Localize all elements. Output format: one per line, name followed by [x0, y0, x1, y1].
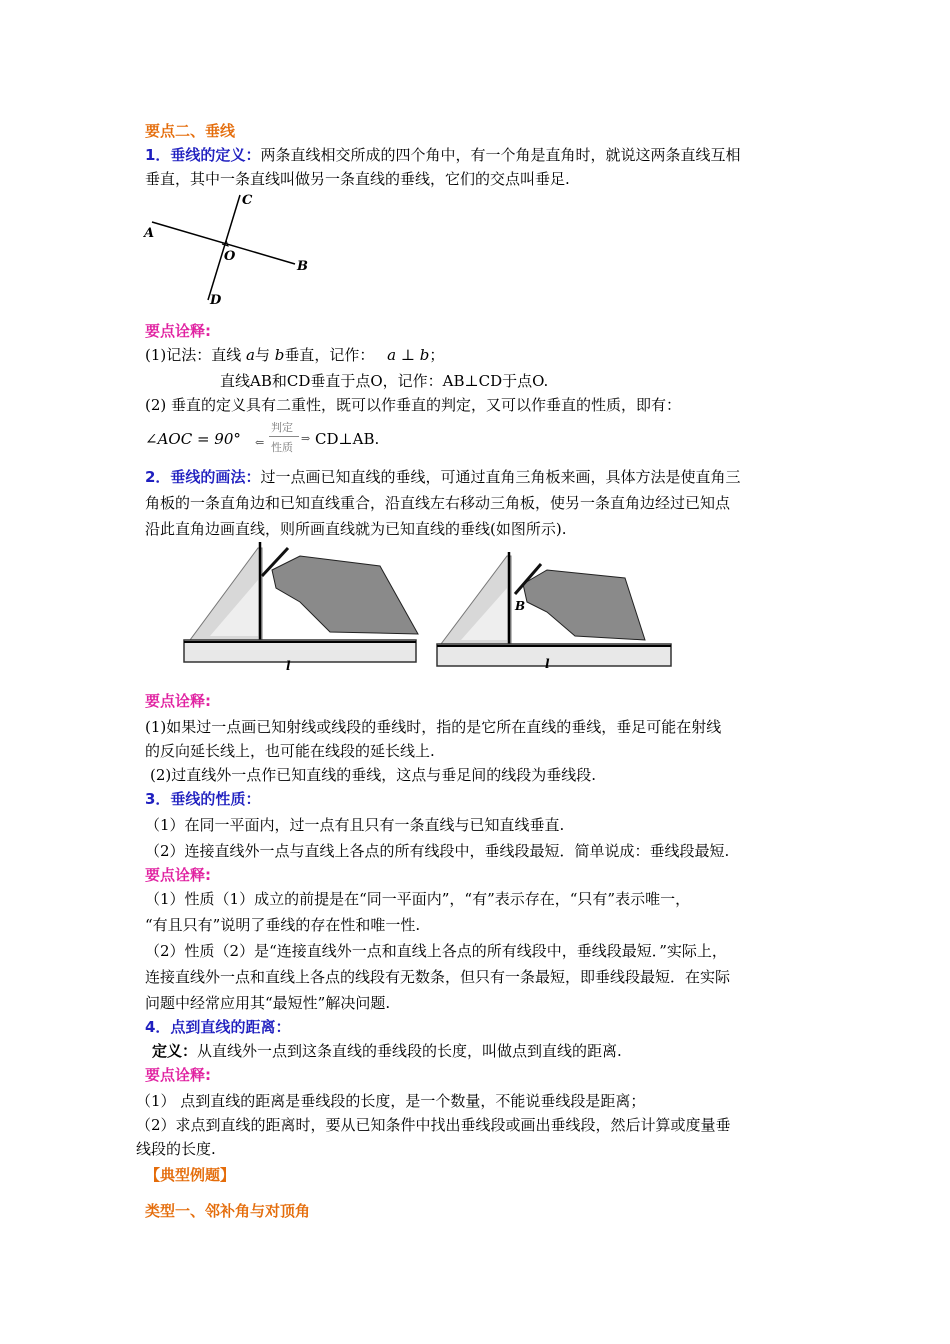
right-arrow-icon: ⇒ [301, 432, 311, 445]
line-label-right: l [545, 657, 550, 671]
note3-line2: “有且只有”说明了垂线的存在性和唯一性. [145, 916, 421, 934]
label-o: O [224, 249, 236, 264]
duality-line: (2) 垂直的定义具有二重性，既可以作垂直的判定，又可以作垂直的性质，即有： [145, 396, 682, 414]
note4-line1: （1） 点到直线的距离是垂线段的长度，是一个数量，不能说垂线段是距离； [136, 1092, 646, 1110]
triangle-ruler-drawing-left [180, 540, 420, 672]
var-b: b [274, 346, 285, 364]
notation-prefix: (1)记法：直线 [145, 346, 247, 364]
triangle-ruler-drawing-right [435, 548, 675, 672]
type1-heading: 类型一、邻补角与对顶角 [145, 1202, 311, 1220]
note3-line5: 问题中经常应用其“最短性”解决问题. [145, 994, 391, 1012]
distance-heading: 4．点到直线的距离： [145, 1018, 291, 1036]
note-heading-2: 要点诠释: [145, 692, 211, 710]
line-label-left: l [286, 659, 291, 672]
var-a: a [246, 346, 255, 364]
note2-line1: (1)如果过一点画已知射线或线段的垂线时，指的是它所在直线的垂线，垂足可能在射线 [145, 718, 722, 736]
section-title: 要点二、垂线 [145, 122, 236, 140]
point-b-label: B [515, 599, 526, 613]
drawing-text-line1: 过一点画已知直线的垂线，可通过直角三角板来画，具体方法是使直角三 [260, 468, 741, 486]
definition-content: 从直线外一点到这条直线的垂线段的长度，叫做点到直线的距离. [197, 1042, 622, 1060]
notation-suffix: 垂直，记作： [284, 346, 375, 364]
double-arrow-line [269, 436, 299, 437]
property-line2: （2）连接直线外一点与直线上各点的所有线段中，垂线段最短．简单说成：垂线段最短. [145, 842, 730, 860]
left-arrow-icon: ⇐ [255, 436, 265, 449]
drawing-heading: 2．垂线的画法： [145, 468, 261, 486]
note-heading: 要点诠释: [145, 322, 211, 340]
ruler-right [437, 644, 671, 666]
hand-left [272, 556, 418, 634]
label-d: D [210, 293, 222, 308]
notation-mid: 与 [254, 346, 275, 364]
label-b: B [297, 259, 308, 274]
property-heading: 3．垂线的性质： [145, 790, 261, 808]
distance-definition [152, 1042, 622, 1060]
definition-heading: 1．垂线的定义： [145, 146, 261, 164]
label-a: A [144, 226, 155, 241]
judge-label: 判定 [271, 421, 293, 434]
examples-heading: 【典型例题】 [145, 1166, 236, 1184]
note3-line3: （2）性质（2）是“连接直线外一点和直线上各点的所有线段中，垂线段最短．”实际上， [145, 942, 727, 960]
note4-line2: （2）求点到直线的距离时，要从已知条件中找出垂线段或画出垂线段，然后计算或度量垂 [136, 1116, 731, 1134]
ruler-left [184, 640, 416, 662]
perpendicular-lines-figure [140, 190, 320, 310]
note2-line3: (2)过直线外一点作已知直线的垂线，这点与垂足间的线段为垂线段. [150, 766, 597, 784]
drawing-paragraph-line1 [145, 468, 740, 486]
property-line1: （1）在同一平面内，过一点有且只有一条直线与已知直线垂直. [145, 816, 565, 834]
definition-label: 定义： [152, 1042, 198, 1060]
property-label: 性质 [271, 441, 293, 454]
drawing-text-line2: 角板的一条直角边和已知直线重合，沿直线左右移动三角板，使另一条直角边经过已知点 [145, 494, 731, 512]
cd-perp-ab: CD⊥AB. [315, 430, 380, 448]
line-cd [208, 195, 240, 300]
notation-line1 [145, 346, 444, 364]
notation-line2: 直线AB和CD垂直于点O，记作：AB⊥CD于点O. [220, 372, 549, 390]
label-c: C [242, 193, 253, 208]
definition-paragraph-line1 [145, 146, 740, 164]
definition-text-line1: 两条直线相交所成的四个角中，有一个角是直角时，就说这两条直线互相 [260, 146, 741, 164]
note3-line1: （1）性质（1）成立的前提是在“同一平面内”，“有”表示存在，“只有”表示唯一， [145, 890, 691, 908]
hand-right [523, 570, 645, 640]
note2-line2: 的反向延长线上，也可能在线段的延长线上. [145, 742, 435, 760]
definition-text-line2: 垂直，其中一条直线叫做另一条直线的垂线，它们的交点叫垂足. [145, 170, 570, 188]
note4-line3: 线段的长度. [136, 1140, 216, 1158]
note-heading-4: 要点诠释: [145, 1066, 211, 1084]
drawing-text-line3: 沿此直角边画直线，则所画直线就为已知直线的垂线(如图所示). [145, 520, 567, 538]
angle-aoc-formula: ∠AOC = 90° [145, 430, 241, 448]
note-heading-3: 要点诠释: [145, 866, 211, 884]
note3-line4: 连接直线外一点和直线上各点的线段有无数条，但只有一条最短，即垂线段最短．在实际 [145, 968, 731, 986]
formula-a-perp-b: a ⊥ b [387, 346, 430, 364]
notation-end: ； [429, 346, 445, 364]
